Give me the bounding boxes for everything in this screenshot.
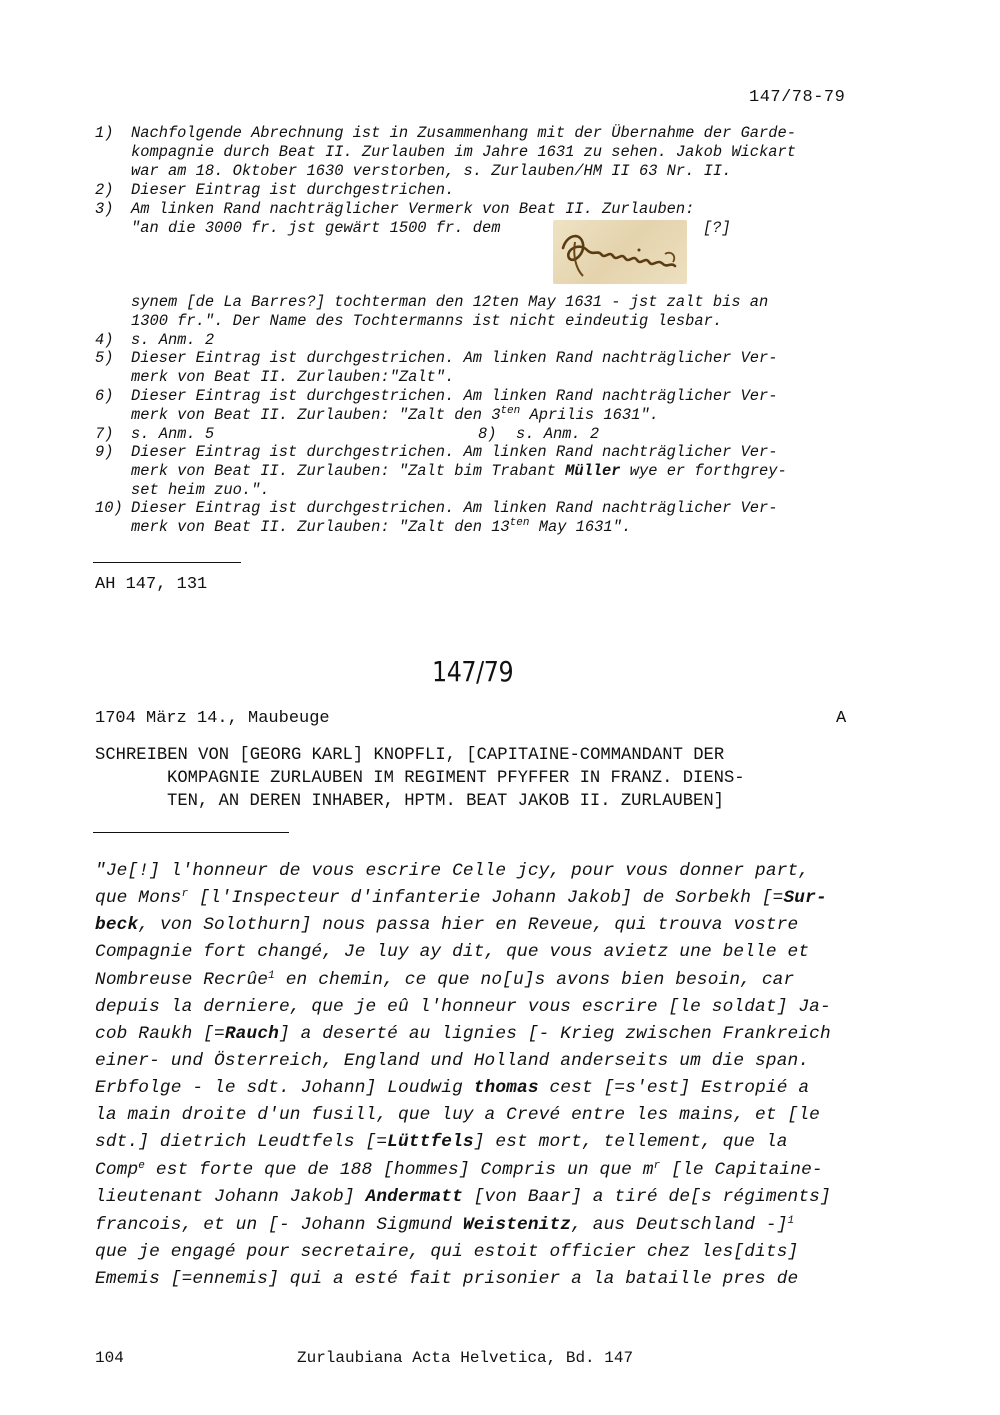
body-text: , aus Deutschland -] — [571, 1215, 788, 1235]
footnote-line: Dieser Eintrag ist durchgestrichen. — [131, 181, 455, 199]
body-line — [95, 1160, 823, 1180]
signature-image — [553, 220, 687, 284]
superscript: r — [181, 888, 189, 900]
footnote-number: 1) — [95, 124, 114, 142]
footnote-line — [131, 518, 631, 537]
body-text: lieutenant Johann Jakob] — [95, 1187, 366, 1207]
body-text: , von Solothurn] nous passa hier en Reveue, qui trouva vostre — [138, 915, 799, 935]
bold-name: Andermatt — [365, 1187, 463, 1207]
footnote-line: synem [de La Barres?] tochterman den 12ten May 1631 - jst zalt bis an — [131, 293, 769, 311]
footnote-uncertain-mark: [?] — [703, 219, 731, 237]
body-text: francois, et un [- Johann Sigmund — [95, 1215, 463, 1235]
title-line: SCHREIBEN VON [GEORG KARL] KNOPFLI, [CAPITAINE-COMMANDANT DER — [95, 746, 725, 765]
footnote-number: 5) — [95, 349, 114, 367]
footnote-number: 2) — [95, 181, 114, 199]
document-type: A — [836, 709, 847, 728]
body-text: sdt.] dietrich Leudtfels [= — [95, 1132, 388, 1152]
footnote-text: wye er forthgrey- — [620, 462, 787, 480]
footnote-number: 4) — [95, 331, 114, 349]
page-number: 104 — [95, 1349, 124, 1367]
body-text: en chemin, ce que no[u]s avons bien besoin, car — [274, 970, 795, 990]
body-line: Ememis [=ennemis] qui a esté fait prisonier a la bataille pres de — [95, 1269, 799, 1289]
superscript: r — [653, 1160, 661, 1172]
footnote-line: Am linken Rand nachträglicher Vermerk von Beat II. Zurlauben: — [131, 200, 695, 218]
document-number: 147/79 — [432, 655, 514, 688]
footnote-line: war am 18. Oktober 1630 verstorben, s. Zurlauben/HM II 63 Nr. II. — [131, 162, 732, 180]
body-line — [95, 1132, 788, 1152]
body-text: que Mons — [95, 888, 182, 908]
source-reference: AH 147, 131 — [95, 575, 208, 594]
footnote-line: Nachfolgende Abrechnung ist in Zusammenhang mit der Übernahme der Garde- — [131, 124, 796, 142]
bold-name: thomas — [473, 1078, 539, 1098]
footnote-line: Dieser Eintrag ist durchgestrichen. Am linken Rand nachträglicher Ver- — [131, 443, 778, 461]
body-line: einer- und Österreich, England und Holland anderseits um die span. — [95, 1051, 810, 1071]
footnote-text: merk von Beat II. Zurlauben: "Zalt den 3 — [131, 406, 501, 424]
body-line: depuis la derniere, que je eû l'honneur vous escrire [le soldat] Ja- — [95, 997, 831, 1017]
footnote-text: May 1631". — [529, 518, 632, 536]
bold-name: Sur- — [783, 888, 827, 908]
footnote-number: 7) — [95, 425, 114, 443]
body-text: [l'Inspecteur d'infanterie Johann Jakob] de Sorbekh [= — [188, 888, 784, 908]
body-line — [95, 1215, 794, 1235]
body-line — [95, 888, 827, 908]
body-text: Comp — [95, 1160, 139, 1180]
footnote-number: 9) — [95, 443, 114, 461]
footnote-line: Dieser Eintrag ist durchgestrichen. Am linken Rand nachträglicher Ver- — [131, 387, 778, 405]
footnote-number: 10) — [95, 499, 123, 517]
page-reference: 147/78-79 — [749, 88, 846, 107]
series-title: Zurlaubiana Acta Helvetica, Bd. 147 — [297, 1349, 634, 1367]
footnote-line: set heim zuo.". — [131, 481, 270, 499]
body-line — [95, 1187, 831, 1207]
body-text: cob Raukh [= — [95, 1024, 225, 1044]
footnote-text: merk von Beat II. Zurlauben: "Zalt den 13 — [131, 518, 510, 536]
footnote-line: Dieser Eintrag ist durchgestrichen. Am linken Rand nachträglicher Ver- — [131, 349, 778, 367]
body-text: Erbfolge - le sdt. Johann] Loudwig — [95, 1078, 474, 1098]
footnote-line: merk von Beat II. Zurlauben:"Zalt". — [131, 368, 455, 386]
body-text: [von Baar] a tiré de[s régiments] — [462, 1187, 831, 1207]
footnote-line — [131, 406, 659, 425]
footnote-line: 1300 fr.". Der Name des Tochtermanns ist nicht eindeutig lesbar. — [131, 312, 723, 330]
body-text: cest [=s'est] Estropié a — [538, 1078, 810, 1098]
divider — [93, 832, 289, 833]
superscript: ten — [509, 517, 530, 529]
body-line: Compagnie fort changé, Je luy ay dit, que vous avietz une belle et — [95, 942, 810, 962]
body-line — [95, 915, 798, 935]
body-line: "Je[!] l'honneur de vous escrire Celle jcy, pour vous donner part, — [95, 861, 810, 881]
body-line: la main droite d'un fusill, que luy a Crevé entre les mains, et [le — [95, 1105, 820, 1125]
body-line: que je engagé pour secretaire, qui estoit officier chez les[dits] — [95, 1242, 799, 1262]
footnote-line: kompagnie durch Beat II. Zurlauben im Jahre 1631 zu sehen. Jakob Wickart — [131, 143, 796, 161]
footnote-line: "an die 3000 fr. jst gewärt 1500 fr. dem — [131, 219, 501, 237]
body-line — [95, 970, 794, 990]
body-line — [95, 1024, 831, 1044]
bold-name: beck — [95, 915, 139, 935]
divider — [93, 562, 241, 563]
footnote-line — [131, 462, 787, 481]
footnote-line: s. Anm. 5 — [131, 425, 215, 443]
footnote-number: 3) — [95, 200, 114, 218]
body-line — [95, 1078, 809, 1098]
footnote-line: s. Anm. 2 — [516, 425, 600, 443]
body-text: est forte que de 188 [hommes] Compris un que m — [145, 1160, 654, 1180]
body-text: ] a deserté au lignies [- Krieg zwischen Frankreich — [278, 1024, 831, 1044]
title-line: KOMPAGNIE ZURLAUBEN IM REGIMENT PFYFFER IN FRANZ. DIENS- — [167, 769, 745, 788]
footnote-line: Dieser Eintrag ist durchgestrichen. Am linken Rand nachträglicher Ver- — [131, 499, 778, 517]
bold-name: Weistenitz — [462, 1215, 572, 1235]
superscript: 1 — [268, 970, 275, 982]
superscript: e — [138, 1160, 146, 1172]
body-text: [le Capitaine- — [660, 1160, 823, 1180]
footnote-text: merk von Beat II. Zurlauben: "Zalt bim Trabant — [131, 462, 566, 480]
superscript: 1 — [787, 1215, 795, 1227]
body-text: ] est mort, tellement, que la — [473, 1132, 788, 1152]
body-text: Nombreuse Recrûe — [95, 970, 269, 990]
title-line: TEN, AN DEREN INHABER, HPTM. BEAT JAKOB II. ZURLAUBEN] — [167, 792, 724, 811]
superscript: ten — [500, 405, 521, 417]
footnote-number: 8) — [478, 425, 497, 443]
bold-name: Rauch — [224, 1024, 279, 1044]
bold-name: Müller — [565, 462, 621, 480]
footnote-number: 6) — [95, 387, 114, 405]
date-place: 1704 März 14., Maubeuge — [95, 709, 330, 728]
footnote-text: Aprilis 1631". — [520, 406, 659, 424]
bold-name: Lüttfels — [387, 1132, 474, 1152]
footnote-line: s. Anm. 2 — [131, 331, 215, 349]
